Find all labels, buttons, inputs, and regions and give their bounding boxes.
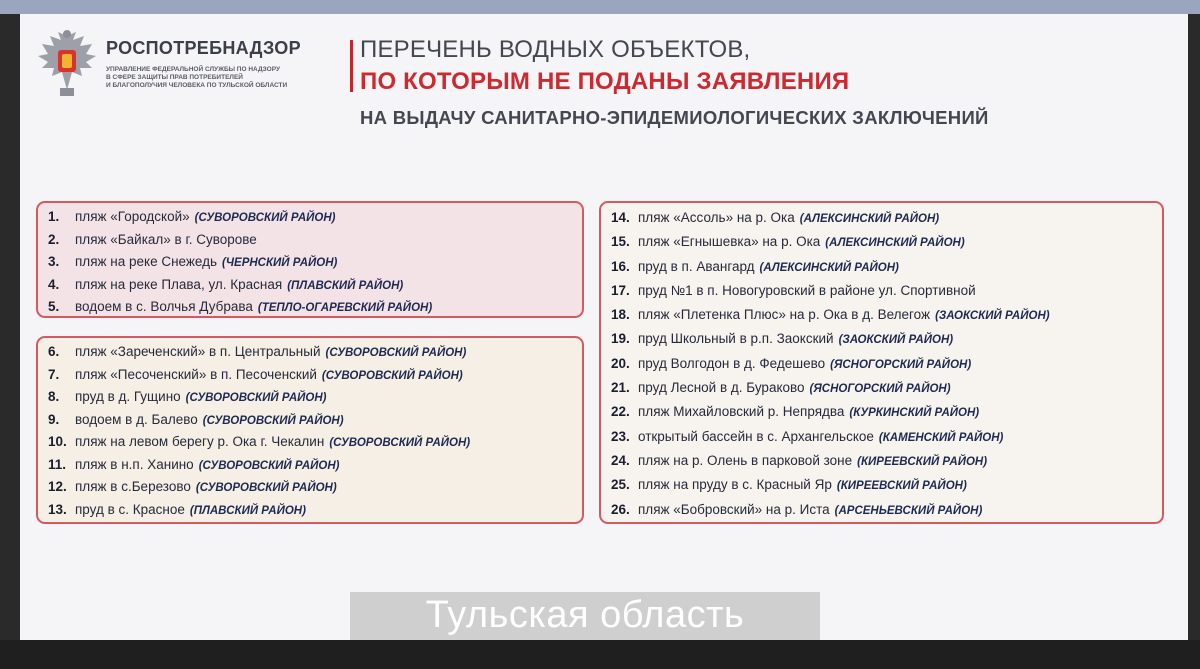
item-number: 22. xyxy=(611,404,630,420)
item-number: 8. xyxy=(48,389,60,404)
item-name: пляж «Бобровский» на р. Иста xyxy=(638,501,830,517)
item-number: 14. xyxy=(611,210,630,225)
item-district: (ТЕПЛО-ОГАРЕВСКИЙ РАЙОН) xyxy=(257,302,433,315)
org-subtitle xyxy=(106,66,346,90)
item-name: открытый бассейн в с. Архангельское xyxy=(638,428,874,444)
list-item xyxy=(601,473,1162,497)
item-name: пляж в н.п. Ханино xyxy=(75,456,194,472)
item-name: пруд в п. Авангард xyxy=(638,258,755,274)
item-number: 9. xyxy=(48,411,60,427)
list-item xyxy=(601,425,1162,449)
slide xyxy=(20,14,1188,648)
item-district: (СУВОРОВСКИЙ РАЙОН) xyxy=(194,212,336,224)
item-name: пляж в с.Березово xyxy=(75,479,191,494)
item-number: 3. xyxy=(48,254,60,270)
item-number: 18. xyxy=(611,307,630,323)
item-district: (АЛЕКСИНСКИЙ РАЙОН) xyxy=(825,237,965,250)
list-item xyxy=(601,279,1162,303)
item-name: пляж Михайловский р. Непрядва xyxy=(638,404,845,420)
item-number: 4. xyxy=(48,276,60,292)
item-district: (СУВОРОВСКИЙ РАЙОН) xyxy=(325,347,467,359)
item-name: пляж «Песоченский» в п. Песоченский xyxy=(75,366,317,382)
item-number: 2. xyxy=(48,231,60,247)
item-name: пляж «Байкал» в г. Суворове xyxy=(75,231,257,247)
item-name: пруд Лесной в д. Бураково xyxy=(638,380,805,396)
bottom-strip xyxy=(0,640,1200,669)
item-number: 11. xyxy=(48,456,67,472)
list-box-group-b xyxy=(36,336,584,524)
list-item xyxy=(38,341,582,364)
item-name: пруд №1 в п. Новогуровский в районе ул. Спортивной xyxy=(638,282,976,298)
item-number: 10. xyxy=(48,434,67,449)
list-item xyxy=(38,476,582,499)
title-line-2: ПО КОТОРЫМ НЕ ПОДАНЫ ЗАЯВЛЕНИЯ xyxy=(360,68,850,95)
list-item xyxy=(601,206,1162,230)
list-item xyxy=(38,229,582,252)
list-item xyxy=(601,376,1162,400)
item-number: 1. xyxy=(48,209,60,224)
item-district: (СУВОРОВСКИЙ РАЙОН) xyxy=(321,369,463,382)
item-number: 16. xyxy=(611,258,630,274)
item-district: (КИРЕЕВСКИЙ РАЙОН) xyxy=(857,455,988,468)
item-name: пляж на пруду в с. Красный Яр xyxy=(638,477,832,493)
list-item xyxy=(38,499,582,522)
title-line-1: ПЕРЕЧЕНЬ ВОДНЫХ ОБЪЕКТОВ, xyxy=(360,36,751,63)
list-item xyxy=(38,296,582,319)
item-number: 23. xyxy=(611,428,630,444)
list-item xyxy=(601,255,1162,279)
list-item xyxy=(38,364,582,387)
item-number: 17. xyxy=(611,282,630,298)
item-name: пляж на левом берегу р. Ока г. Чекалин xyxy=(75,434,325,449)
item-name: пруд в д. Гущино xyxy=(75,389,181,404)
list-item xyxy=(601,327,1162,351)
item-name: пляж на реке Снежедь xyxy=(75,254,218,270)
item-number: 26. xyxy=(611,501,630,517)
video-caption: Тульская область xyxy=(350,592,820,640)
item-district: (СУВОРОВСКИЙ РАЙОН) xyxy=(198,459,340,472)
item-district: (КАМЕНСКИЙ РАЙОН) xyxy=(878,431,1004,444)
item-number: 12. xyxy=(48,479,67,494)
item-number: 7. xyxy=(48,366,60,382)
item-name: водоем в д. Балево xyxy=(75,411,198,427)
list-item xyxy=(38,386,582,409)
org-sub-line: В СФЕРЕ ЗАЩИТЫ ПРАВ ПОТРЕБИТЕЛЕЙ xyxy=(106,74,243,81)
top-strip xyxy=(0,0,1200,14)
item-name: пруд Волгодон в д. Федешево xyxy=(638,355,826,371)
item-district: (СУВОРОВСКИЙ РАЙОН) xyxy=(185,392,327,404)
item-name: пляж «Егнышевка» на р. Ока xyxy=(638,234,821,250)
list-item xyxy=(601,449,1162,473)
list-item xyxy=(601,352,1162,376)
item-district: (ПЛАВСКИЙ РАЙОН) xyxy=(189,504,306,517)
item-district: (ЧЕРНСКИЙ РАЙОН) xyxy=(222,257,338,270)
list-item xyxy=(38,431,582,454)
item-district: (ЯСНОГОРСКИЙ РАЙОН) xyxy=(809,383,951,396)
item-district: (ЗАОКСКИЙ РАЙОН) xyxy=(935,310,1050,323)
item-number: 20. xyxy=(611,355,630,371)
list-item xyxy=(601,230,1162,254)
item-number: 6. xyxy=(48,344,60,359)
item-district: (КИРЕЕВСКИЙ РАЙОН) xyxy=(836,480,967,493)
title-line-3: НА ВЫДАЧУ САНИТАРНО-ЭПИДЕМИОЛОГИЧЕСКИХ ЗАКЛЮЧЕНИЙ xyxy=(360,107,989,128)
item-name: пляж «Зареченский» в п. Центральный xyxy=(75,344,321,359)
item-number: 25. xyxy=(611,477,630,493)
item-name: пляж на р. Олень в парковой зоне xyxy=(638,452,853,468)
double-headed-eagle-emblem xyxy=(36,28,98,100)
item-district: (СУВОРОВСКИЙ РАЙОН) xyxy=(202,414,344,427)
list-box-group-a xyxy=(36,201,584,318)
item-name: пляж «Городской» xyxy=(75,209,190,224)
list-item xyxy=(601,498,1162,522)
item-number: 24. xyxy=(611,452,630,468)
list-item xyxy=(38,274,582,297)
item-name: пляж «Плетенка Плюс» на р. Ока в д. Велегож xyxy=(638,307,931,323)
item-name: пруд Школьный в р.п. Заокский xyxy=(638,331,834,347)
item-district: (КУРКИНСКИЙ РАЙОН) xyxy=(849,407,980,420)
item-number: 13. xyxy=(48,501,67,517)
item-name: пляж «Ассоль» на р. Ока xyxy=(638,210,795,225)
list-item xyxy=(38,206,582,229)
item-name: пруд в с. Красное xyxy=(75,501,185,517)
list-box-group-c xyxy=(599,201,1164,524)
org-sub-line: УПРАВЛЕНИЕ ФЕДЕРАЛЬНОЙ СЛУЖБЫ ПО НАДЗОРУ xyxy=(106,66,281,73)
list-item xyxy=(601,400,1162,424)
title-divider xyxy=(350,40,353,92)
item-name: водоем в с. Волчья Дубрава xyxy=(75,299,253,315)
org-name: РОСПОТРЕБНАДЗОР xyxy=(106,38,301,58)
item-number: 21. xyxy=(611,380,630,396)
item-name: пляж на реке Плава, ул. Красная xyxy=(75,276,283,292)
list-item xyxy=(601,303,1162,327)
list-item xyxy=(38,409,582,432)
item-number: 19. xyxy=(611,331,630,347)
item-district: (АЛЕКСИНСКИЙ РАЙОН) xyxy=(759,261,899,274)
item-district: (СУВОРОВСКИЙ РАЙОН) xyxy=(195,482,337,494)
item-district: (СУВОРОВСКИЙ РАЙОН) xyxy=(329,437,471,449)
org-sub-line: И БЛАГОПОЛУЧИЯ ЧЕЛОВЕКА ПО ТУЛЬСКОЙ ОБЛАСТИ xyxy=(106,82,288,89)
item-district: (ЯСНОГОРСКИЙ РАЙОН) xyxy=(830,358,972,371)
list-item xyxy=(38,251,582,274)
list-item xyxy=(38,454,582,477)
item-number: 5. xyxy=(48,299,60,315)
item-district: (АЛЕКСИНСКИЙ РАЙОН) xyxy=(799,213,940,225)
item-number: 15. xyxy=(611,234,630,250)
item-district: (АРСЕНЬЕВСКИЙ РАЙОН) xyxy=(834,504,983,517)
item-district: (ЗАОКСКИЙ РАЙОН) xyxy=(838,334,954,347)
item-district: (ПЛАВСКИЙ РАЙОН) xyxy=(287,279,404,292)
